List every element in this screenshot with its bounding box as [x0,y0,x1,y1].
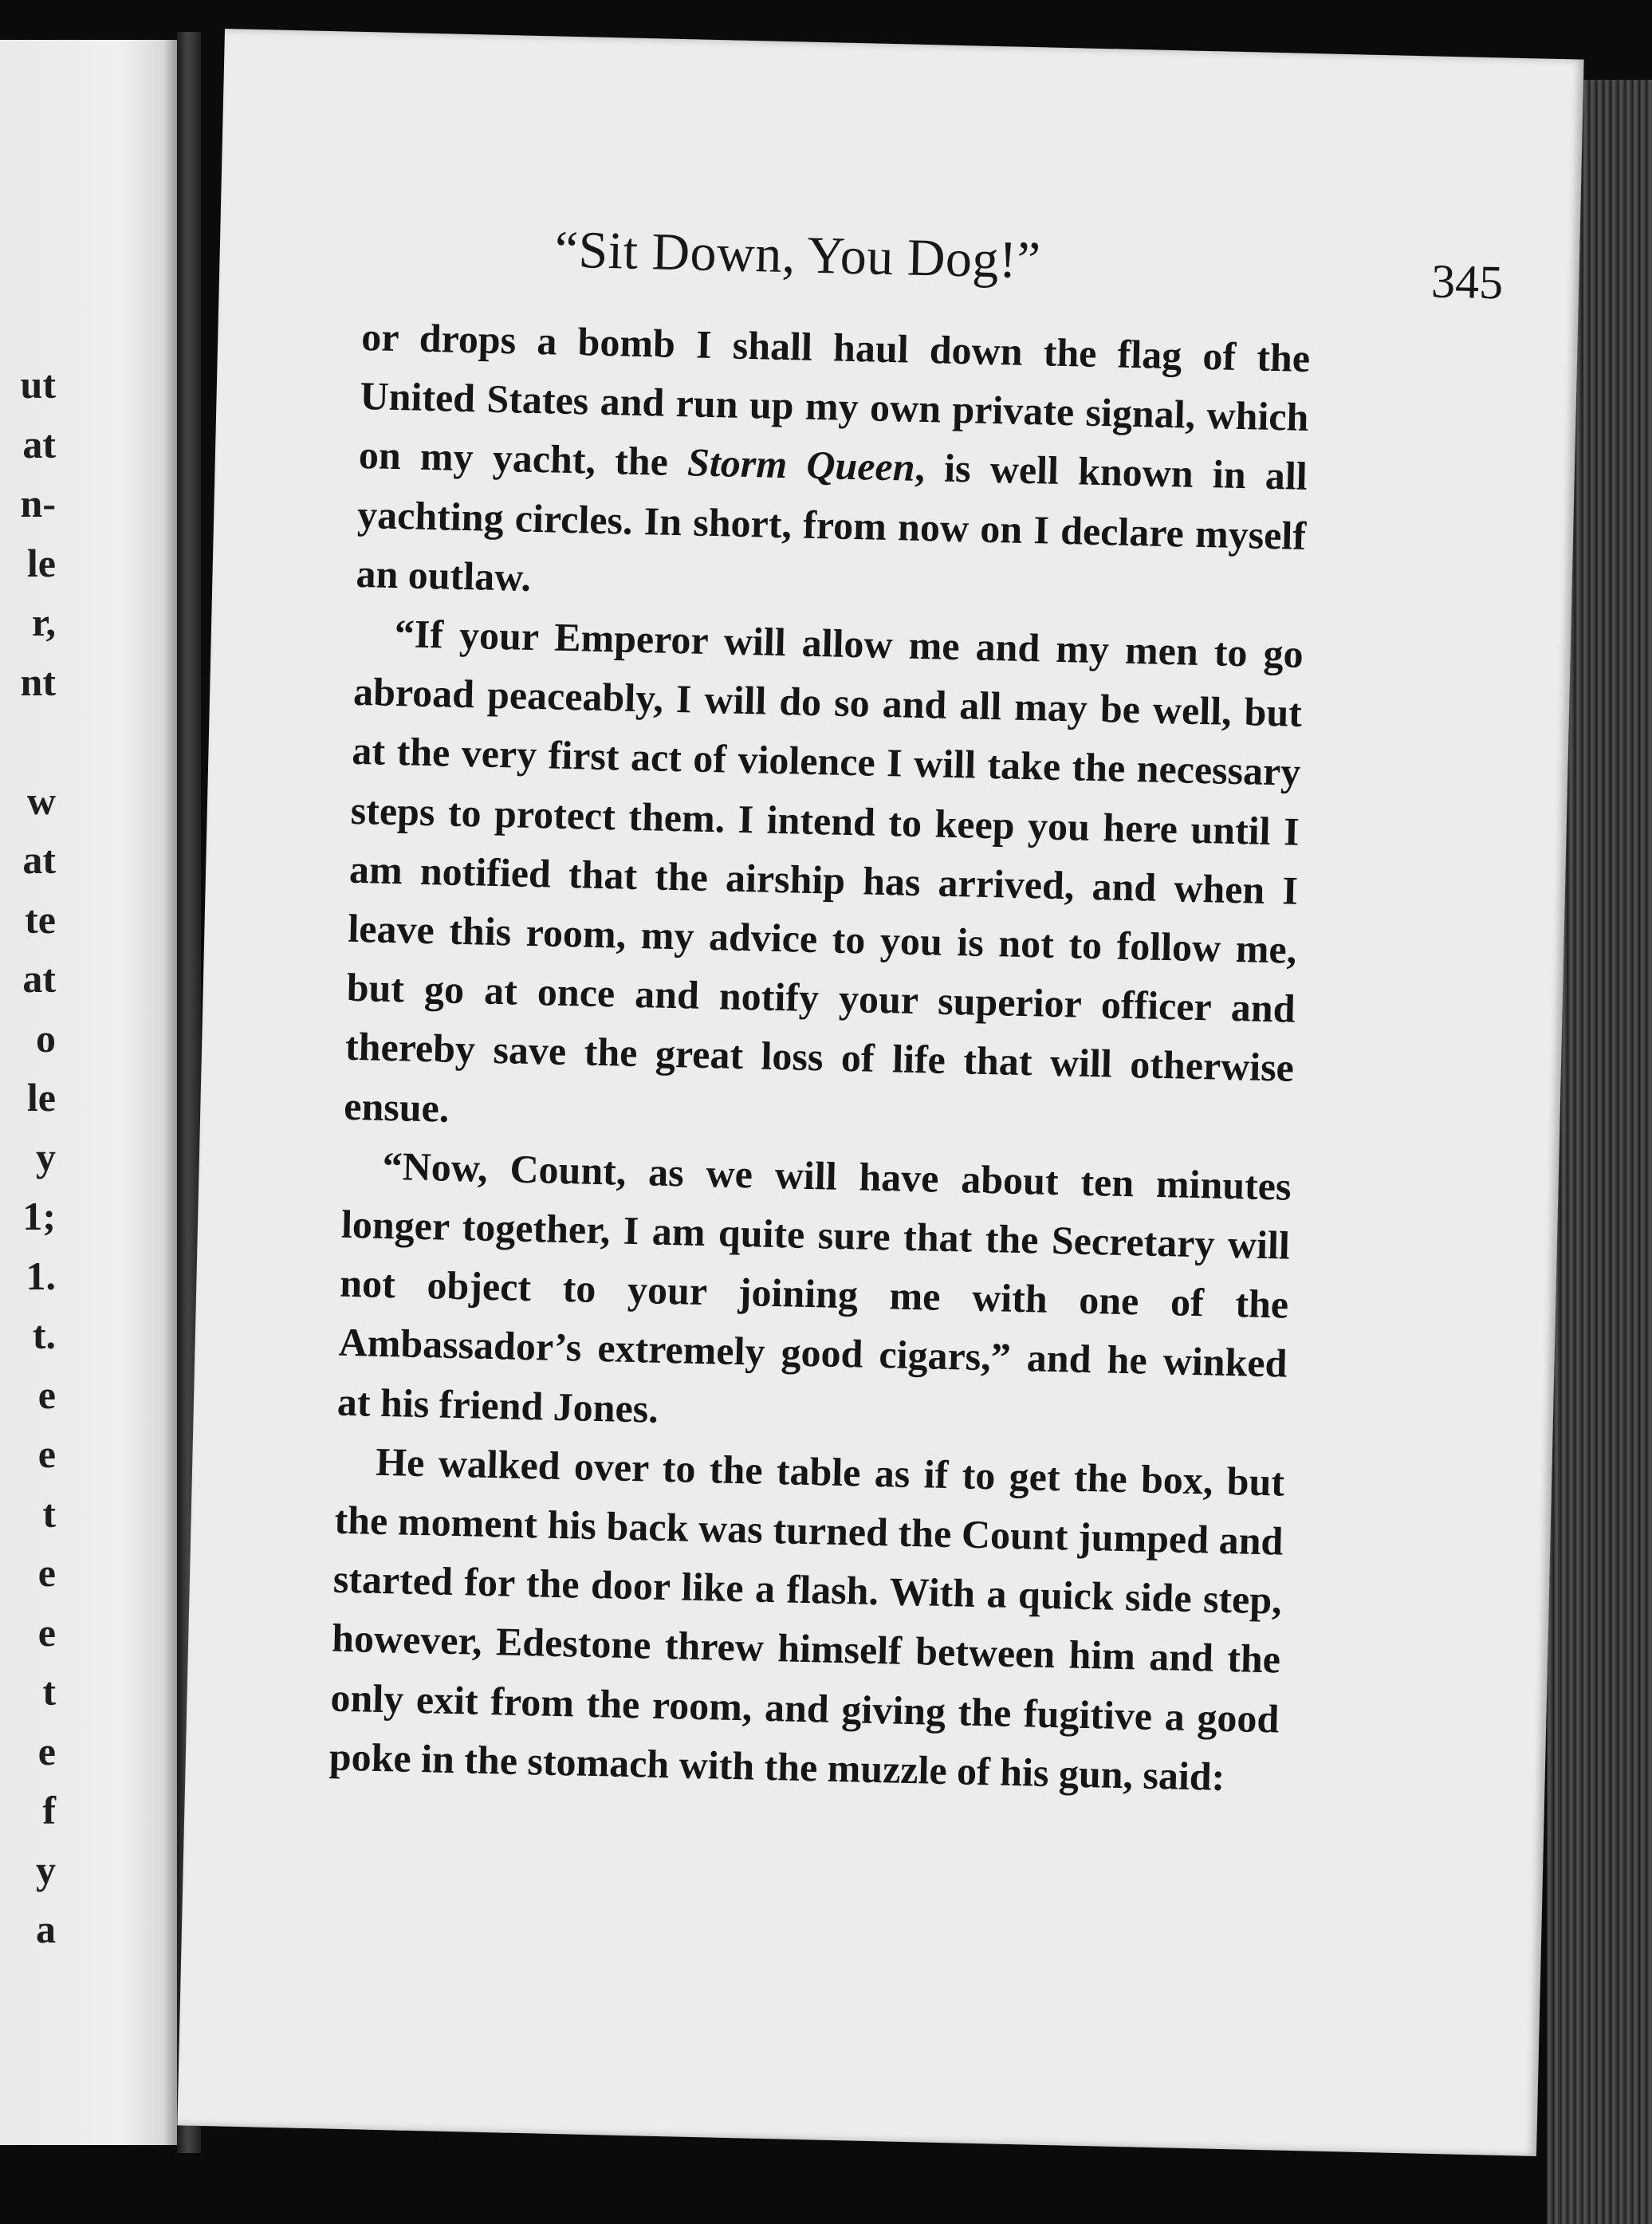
adjacent-page [0,40,177,2145]
adjacent-page-fragment: ut [20,362,56,407]
adjacent-page-fragment: at [22,956,56,1001]
adjacent-page-fragment: y [36,1847,56,1892]
adjacent-page-fragment: y [36,1134,56,1179]
adjacent-page-fragment: 1. [26,1253,56,1298]
adjacent-page-fragment: t [42,1669,56,1714]
adjacent-page-fragment: at [22,837,56,882]
adjacent-page-fragment: a [36,1907,56,1951]
paragraph-3: “Now, Count, as we will have about ten minutes longer together, I am quite sure that the Secretary will not object to your joining me with one of the Ambassador’s extremely good cigars,” and he winked at his friend Jones. [336,1143,1292,1431]
adjacent-page-fragment: e [37,1431,56,1476]
adjacent-page-fragment: t [42,1490,56,1536]
paragraph-1-text-b: , is well known in all yachting circles. In short, from now on I declare myself an outlaw. [355,445,1308,600]
adjacent-page-fragment: le [26,540,56,585]
adjacent-page-fragment: e [37,1609,56,1655]
page-body [328,307,1311,1808]
paragraph-1-text-a: or drops a bomb I shall haul down the flag of the United States and run up my own private signal, which on my yacht, the [358,313,1311,485]
adjacent-page-fragment: nt [20,659,56,704]
book-page [177,29,1583,2156]
adjacent-page-fragment: o [36,1015,56,1061]
ship-name: Storm Queen [686,439,916,490]
adjacent-page-fragments [0,355,56,1959]
page-number: 345 [1430,254,1504,309]
adjacent-page-fragment: t. [32,1313,56,1357]
adjacent-page-fragment: n- [20,481,56,525]
adjacent-page-fragment: r, [31,600,56,644]
adjacent-page-fragment: at [22,421,56,466]
paragraph-4: He walked over to the table as if to get the box, but the moment his back was turned the Count jumped and started for the door like a flash. With a quick side step, however, Edestone threw himself between him and the only exit from the room, and giving the fugitive a good poke in the stomach with the muzzle of his gun, said: [328,1439,1285,1799]
adjacent-page-fragment: e [37,1550,56,1595]
adjacent-page-fragment: f [42,1788,56,1832]
adjacent-page-fragment: e [37,1372,56,1417]
adjacent-page-fragment: w [26,777,56,823]
running-title: “Sit Down, You Dog!” [554,220,1042,290]
adjacent-page-fragment [0,711,56,771]
adjacent-page-fragment: le [26,1075,56,1120]
page-header [219,212,1580,315]
adjacent-page-fragment: e [37,1728,56,1773]
paragraph-1 [356,307,1311,624]
paragraph-2: “If your Emperor will allow me and my men to go abroad peaceably, I will do so and all may be well, but at the very first act of violence I will take the necessary steps to protect them. I intend to keep you here until I am notified that the airship has arrived, and when I leave this room, my advice to you is not to follow me, but go at once and notify your superior officer and thereby save the great loss of life that will otherwise ensue. [343,611,1304,1131]
adjacent-page-fragment: 1; [22,1194,56,1238]
adjacent-page-fragment: te [25,896,56,942]
